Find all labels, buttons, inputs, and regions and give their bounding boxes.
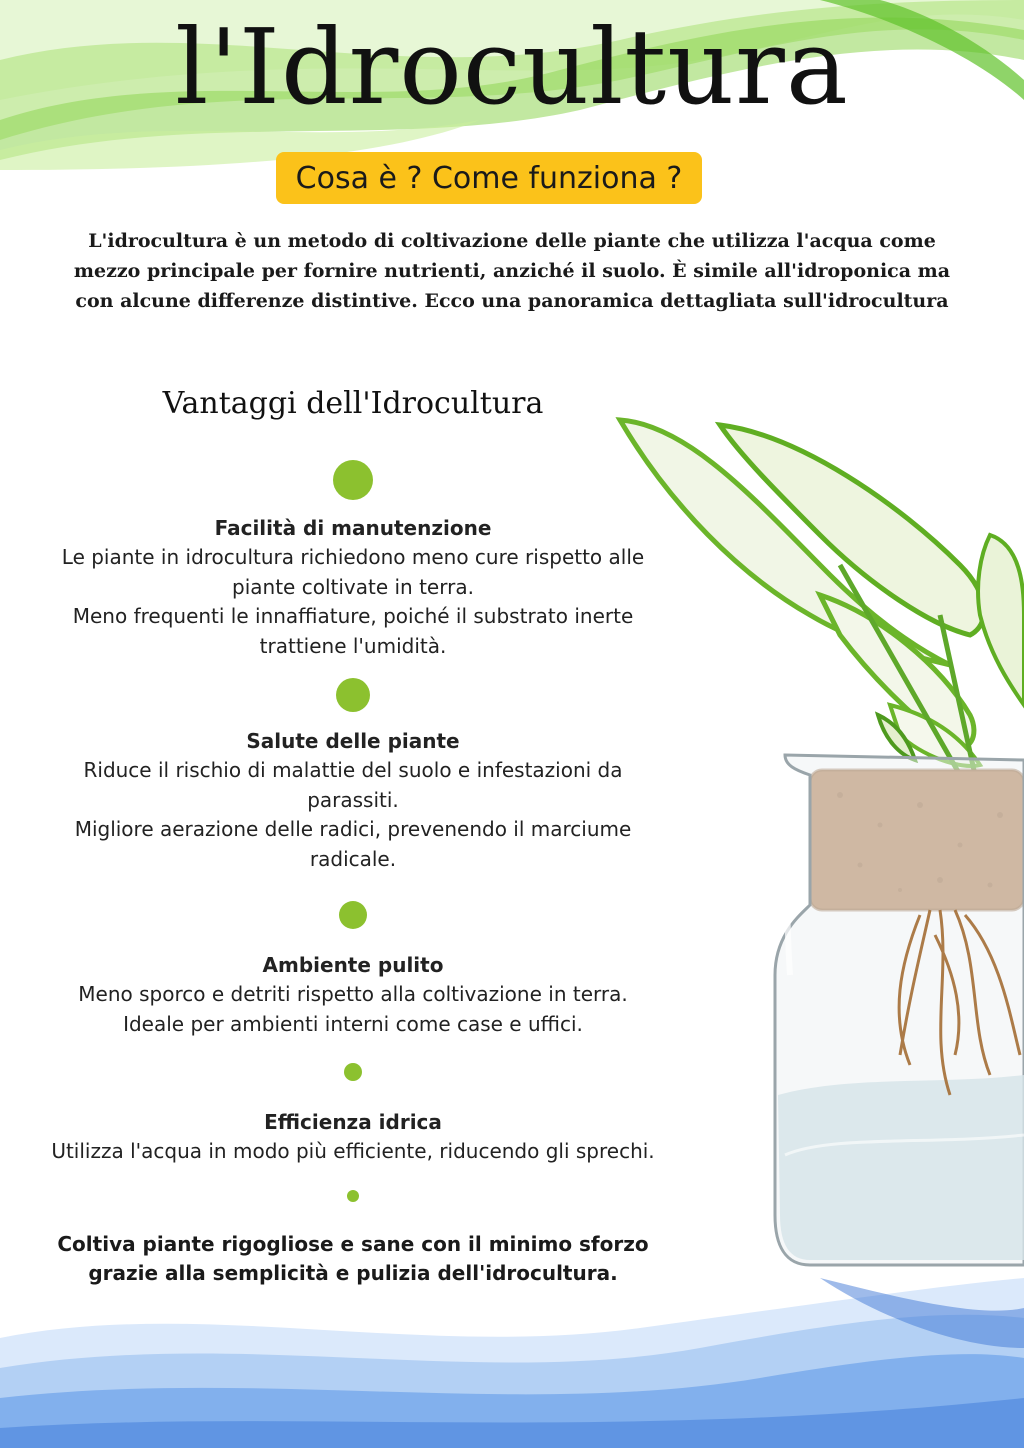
benefit-line: Le piante in idrocultura richiedono meno cure rispetto alle [61, 545, 645, 569]
benefit-block [40, 950, 666, 1039]
closing-line: grazie alla semplicità e pulizia dell'idrocultura. [88, 1261, 618, 1285]
subtitle-text: Cosa è ? Come funziona ? [295, 160, 683, 196]
benefit-block [40, 1107, 666, 1167]
benefit-line: Migliore aerazione delle radici, prevenendo il marciume [74, 817, 632, 841]
subtitle-badge [276, 152, 702, 204]
benefit-title: Facilità di manutenzione [214, 516, 492, 540]
benefit-title: Ambiente pulito [262, 953, 444, 977]
plant-in-glass-jar-illustration [610, 415, 1024, 1275]
green-dot-icon [339, 901, 367, 929]
benefit-line: Utilizza l'acqua in modo più efficiente, riducendo gli sprechi. [51, 1139, 655, 1163]
benefit-line: Meno frequenti le innaffiature, poiché il substrato inerte [72, 604, 634, 628]
water [778, 1075, 1024, 1260]
benefit-line: trattiene l'umidità. [259, 633, 447, 658]
benefit-line: Ideale per ambienti interni come case e uffici. [123, 1011, 583, 1036]
closing-line: Coltiva piante rigogliose e sane con il minimo sforzo [57, 1232, 649, 1256]
page-title: l'Idrocultura [175, 6, 849, 128]
benefit-title: Salute delle piante [246, 729, 460, 753]
closing-text [40, 1230, 666, 1288]
benefit-line: piante coltivate in terra. [232, 574, 474, 599]
benefit-line: radicale. [309, 846, 397, 871]
benefit-line: parassiti. [307, 787, 399, 812]
leaf-icon [620, 420, 1024, 775]
benefit-block [40, 726, 666, 874]
green-dot-icon [336, 678, 370, 712]
bottom-blue-wave [0, 1278, 1024, 1448]
green-dot-icon [344, 1063, 362, 1081]
benefit-title: Efficienza idrica [264, 1110, 442, 1134]
intro-paragraph: L'idrocultura è un metodo di coltivazione delle piante che utilizza l'acqua come mezzo principale per fornire nutrienti, anziché il suolo. È simile all'idroponica ma con alcune differenze distintive. Ecco una panoramica dettagliata sull'idrocultura [73, 230, 951, 312]
benefit-block [40, 513, 666, 661]
green-dot-icon [347, 1190, 359, 1202]
green-dot-icon [333, 460, 373, 500]
benefit-line: Riduce il rischio di malattie del suolo e infestazioni da [83, 758, 623, 782]
benefit-line: Meno sporco e detriti rispetto alla coltivazione in terra. [78, 982, 628, 1006]
section-heading: Vantaggi dell'Idrocultura [162, 386, 544, 421]
